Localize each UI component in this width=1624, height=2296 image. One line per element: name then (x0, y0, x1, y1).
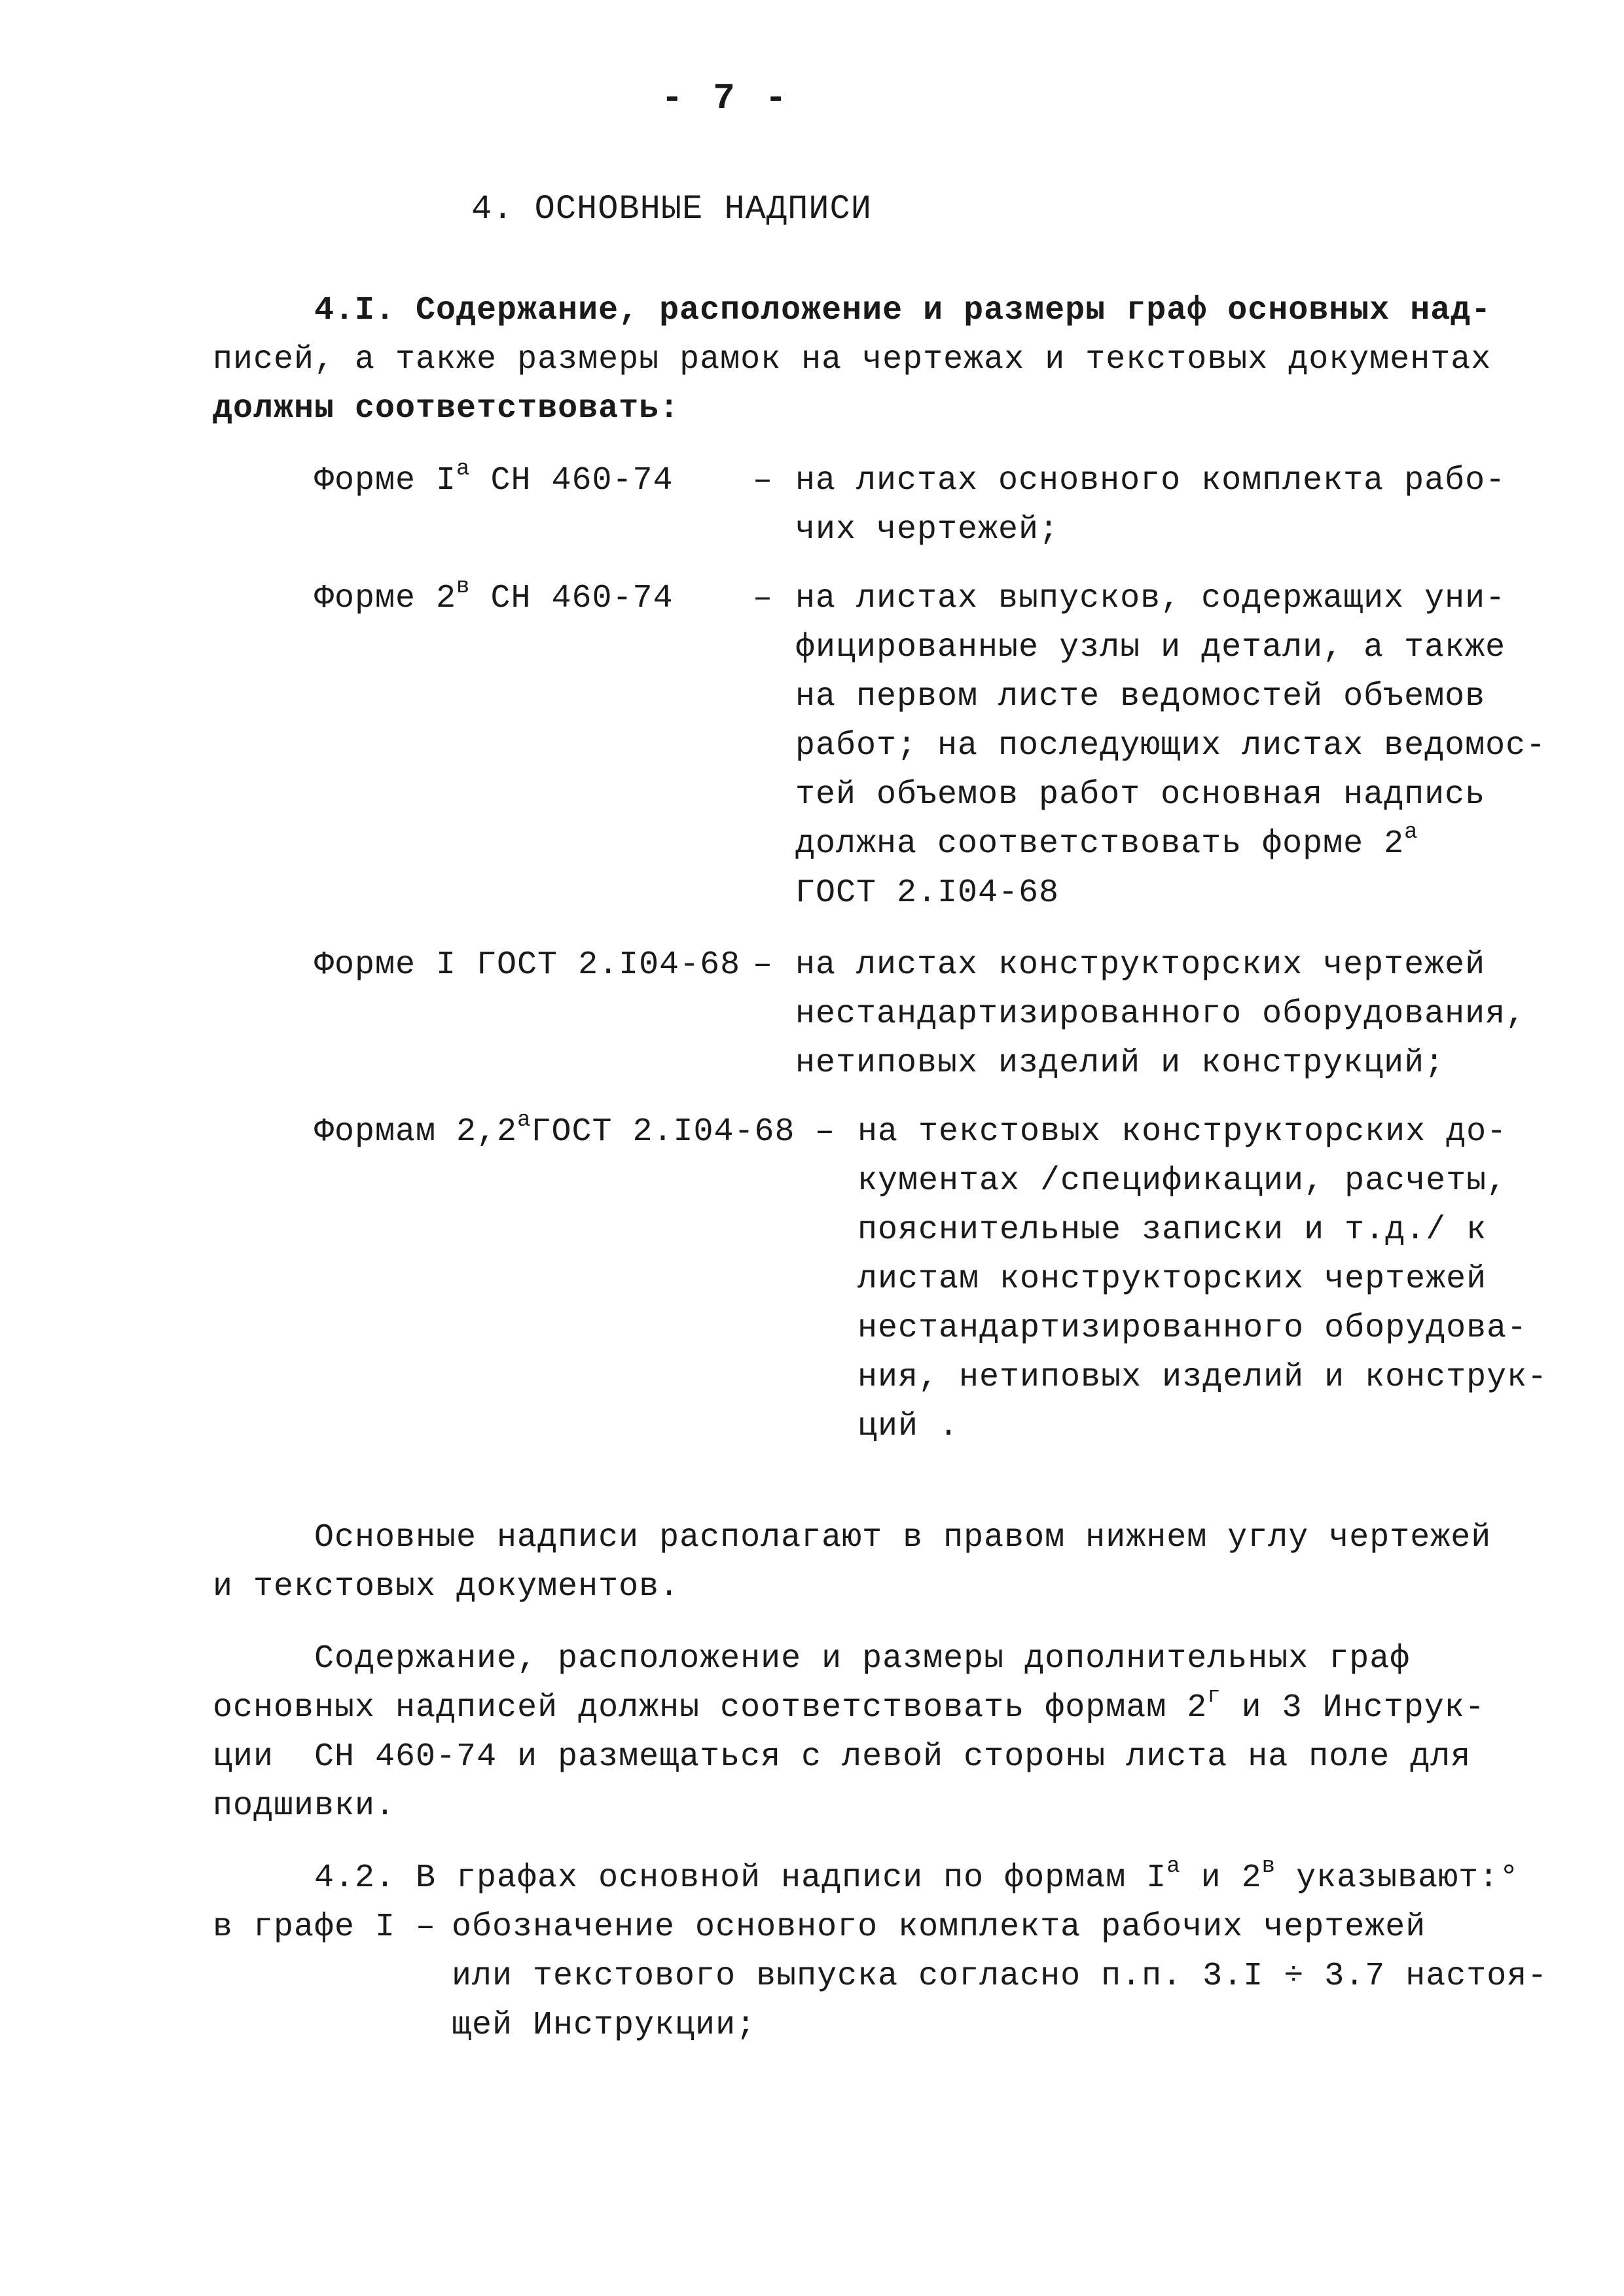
form-desc-line: ния, нетиповых изделий и конструк- (857, 1359, 1548, 1396)
form-desc-line: чих чертежей; (795, 511, 1060, 548)
form-desc-line: ций . (857, 1408, 960, 1445)
form-label: Формам $2,2^аГОСТ$ 2.I04-68 (314, 1108, 795, 1151)
form-desc-line: на текстовых конструкторских до- (857, 1113, 1507, 1151)
form-desc-line: нестандартизированного оборудования, (795, 996, 1526, 1033)
form-desc-line: ГОСТ 2.I04-68 (795, 874, 1060, 912)
form-desc-line: фицированные узлы и детали, а также (795, 629, 1506, 666)
form-desc-line: должна соответствовать форме $2^а$ (795, 820, 1418, 863)
paragraph-line: основных надписей должны соответствовать формам $2^г$ и 3 Инструк- (213, 1684, 1485, 1727)
form-desc-line: на листах конструкторских чертежей (795, 946, 1486, 984)
paragraph-line: Основные надписи располагают в правом нижнем углу чертежей (314, 1519, 1492, 1556)
page-number: - 7 - (661, 77, 791, 119)
form-desc-line: нетиповых изделий и конструкций; (795, 1045, 1445, 1082)
section-4-2-line-1: 4.2. В графах основной надписи по формам $I^а$ и $2^в$ указывают:° (314, 1854, 1520, 1897)
graph-label: в графе I – (213, 1909, 437, 1946)
graph-desc-line: обозначение основного комплекта рабочих чертежей (452, 1909, 1426, 1946)
form-desc-line: на первом листе ведомостей объемов (795, 678, 1486, 715)
section-heading: 4. ОСНОВНЫЕ НАДПИСИ (471, 190, 872, 228)
form-label: Форме $2^в$ СН 460-74 (314, 575, 674, 617)
form-dash: – (753, 946, 774, 984)
graph-desc-line: щей Инструкции; (452, 2007, 757, 2044)
form-desc-line: листам конструкторских чертежей (857, 1261, 1487, 1298)
form-dash: – (753, 462, 774, 499)
form-desc-line: работ; на последующих листах ведомос- (795, 727, 1547, 764)
paragraph-line: ции СН 460-74 и размещаться с левой стороны листа на поле для (213, 1738, 1471, 1776)
form-label: Форме $I^а$ СН 460-74 (314, 457, 674, 499)
form-desc-line: пояснительные записки и т.д./ к (857, 1211, 1487, 1249)
section-4-1-line-2: писей, а также размеры рамок на чертежах и текстовых документах (213, 341, 1492, 378)
form-desc-line: нестандартизированного оборудова- (857, 1310, 1528, 1347)
section-4-1-line-1: 4.I. Содержание, расположение и размеры граф основных над- (314, 292, 1492, 329)
form-dash: – (815, 1113, 836, 1151)
form-desc-line: тей объемов работ основная надпись (795, 776, 1486, 814)
form-label: Форме I ГОСТ 2.I04-68 (314, 946, 741, 984)
paragraph-line: подшивки. (213, 1787, 396, 1825)
form-dash: – (753, 580, 774, 617)
form-desc-line: на листах основного комплекта рабо- (795, 462, 1506, 499)
form-desc-line: кументах /спецификации, расчеты, (857, 1162, 1507, 1200)
form-desc-line: на листах выпусков, содержащих уни- (795, 580, 1506, 617)
paragraph-line: и текстовых документов. (213, 1568, 680, 1605)
paragraph-line: Содержание, расположение и размеры дополнительных граф (314, 1640, 1411, 1677)
graph-desc-line: или текстового выпуска согласно п.п. 3.I ÷ 3.7 настоя- (452, 1958, 1548, 1995)
section-4-1-line-3: должны соответствовать: (213, 390, 680, 427)
